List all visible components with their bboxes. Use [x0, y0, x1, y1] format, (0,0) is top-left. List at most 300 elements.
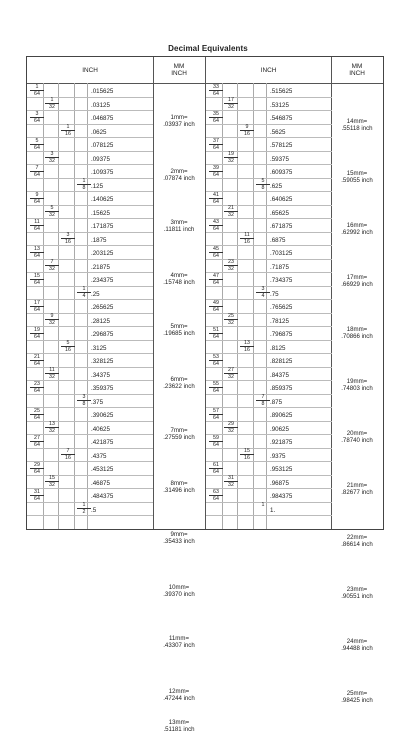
fraction-45-64 [209, 246, 223, 259]
mm-conversion [153, 635, 205, 649]
fraction-denominator: 8 [261, 185, 265, 191]
mm-inch-value: .19685 inch [163, 330, 195, 337]
mm-conversion [331, 638, 383, 652]
row-divider [206, 245, 332, 246]
fraction-denominator: 32 [49, 428, 55, 434]
fraction-numerator: 3 [256, 286, 270, 293]
mm-inch-value: .74803 inch [341, 385, 373, 393]
mm-inch-value: .47244 inch [163, 694, 195, 702]
mm-value: 10mm= [168, 583, 190, 591]
fraction-1-32 [45, 97, 59, 110]
decimal-value: .546875 [270, 115, 293, 122]
fraction-denominator: 64 [34, 225, 40, 232]
fraction-1-8 [77, 178, 91, 191]
mm-inch-value: .31496 inch [163, 486, 195, 494]
fraction-numerator: 29 [30, 462, 44, 469]
decimal-value: .125 [91, 182, 104, 190]
mm-conversion [153, 376, 205, 390]
fraction-19-64 [30, 327, 44, 340]
mm-value: 16mm= [346, 221, 368, 229]
fraction-49-64 [209, 300, 223, 313]
mm-inch-value: .03937 inch [163, 120, 195, 128]
fraction-21-64 [30, 354, 44, 367]
decimal-value: .3125 [91, 344, 107, 352]
mm-conversion [153, 427, 205, 441]
decimal-value: .046875 [91, 115, 114, 122]
fraction-11-32 [45, 367, 59, 380]
fraction-denominator: 2 [82, 509, 86, 515]
decimal-value: .109375 [91, 169, 114, 176]
fraction-denominator: 32 [49, 212, 55, 218]
mm-inch-value: .62992 inch [341, 228, 373, 236]
fraction-59-64 [209, 435, 223, 448]
mm-value: 11mm= [168, 634, 190, 642]
fraction-numerator: 17 [30, 300, 44, 307]
decimal-value: .59375 [270, 155, 289, 163]
row-divider [206, 488, 332, 489]
fraction-7-16 [61, 448, 75, 461]
fraction-numerator: 31 [30, 489, 44, 496]
fraction-11-64 [30, 219, 44, 232]
fraction-numerator: 15 [30, 273, 44, 280]
decimal-value: .734375 [270, 277, 293, 284]
row-divider [27, 299, 153, 300]
row-divider [206, 380, 332, 381]
decimal-value: .0625 [91, 128, 107, 136]
fraction-numerator: 27 [224, 367, 238, 374]
fraction-numerator: 25 [224, 313, 238, 320]
mm-inch-value: .35433 inch [163, 537, 195, 545]
mm-value: 22mm= [346, 533, 368, 541]
fraction-17-32 [224, 97, 238, 110]
decimal-value: .640625 [270, 196, 293, 203]
fraction-denominator: 32 [228, 104, 234, 110]
row-divider [27, 245, 153, 246]
fraction-denominator: 32 [228, 212, 234, 218]
row-divider [27, 461, 153, 462]
mm-inch-header-label: INCH [171, 70, 187, 77]
fraction-numerator: 5 [30, 138, 44, 145]
fraction-numerator: 9 [240, 124, 254, 131]
fraction-denominator: 8 [261, 401, 265, 407]
fraction-3-32 [45, 151, 59, 164]
fraction-denominator: 4 [82, 293, 86, 299]
fraction-denominator: 64 [34, 306, 40, 313]
fraction-numerator: 23 [224, 259, 238, 266]
row-divider [206, 461, 332, 462]
mm-conversion [153, 168, 205, 182]
fraction-7-8 [256, 394, 270, 407]
row-divider [27, 191, 153, 192]
mm-inch-value: .66929 inch [341, 281, 373, 289]
fraction-27-64 [30, 435, 44, 448]
decimal-value: .078125 [91, 142, 114, 149]
fraction-denominator: 64 [34, 441, 40, 448]
mm-value: 17mm= [346, 274, 368, 282]
fraction-denominator: 16 [65, 347, 71, 353]
fraction-numerator: 43 [209, 219, 223, 226]
fraction-denominator: 32 [228, 428, 234, 434]
fraction-denominator: 8 [82, 401, 86, 407]
fraction-denominator: 16 [244, 455, 250, 461]
row-divider [27, 340, 153, 341]
fraction-numerator: 13 [45, 421, 59, 428]
decimal-value: .75 [270, 290, 279, 298]
fraction-31-64 [30, 489, 44, 502]
fraction-numerator: 63 [209, 489, 223, 496]
fraction-27-32 [224, 367, 238, 380]
mm-conversion [331, 118, 383, 132]
fraction-denominator: 32 [228, 320, 234, 326]
fraction-denominator: 64 [34, 144, 40, 151]
mm-conversion [331, 274, 383, 288]
mm-conversion [331, 326, 383, 340]
decimal-value: .65625 [270, 209, 289, 217]
decimal-value: .140625 [91, 196, 114, 203]
decimal-value: .8125 [270, 344, 286, 352]
row-divider [206, 407, 332, 408]
mm-value: 6mm= [170, 375, 188, 383]
fraction-denominator: 64 [213, 414, 219, 421]
decimal-value: .625 [270, 182, 283, 190]
mm-header-left [153, 57, 205, 83]
fraction-43-64 [209, 219, 223, 232]
fraction-7-32 [45, 259, 59, 272]
fraction-denominator: 64 [213, 144, 219, 151]
fraction-11-16 [240, 232, 254, 245]
fraction-numerator: 19 [30, 327, 44, 334]
fraction-numerator: 21 [224, 205, 238, 212]
fraction-29-32 [224, 421, 238, 434]
fraction-numerator: 5 [61, 340, 75, 347]
row-divider [27, 124, 153, 125]
row-divider [27, 164, 153, 165]
fraction-numerator: 1 [77, 286, 91, 293]
fraction-numerator: 23 [30, 381, 44, 388]
fraction-47-64 [209, 273, 223, 286]
mm-inch-value: .70866 inch [341, 332, 373, 340]
fraction-23-64 [30, 381, 44, 394]
fraction-numerator: 21 [30, 354, 44, 361]
mm-inch-header-label: INCH [349, 70, 365, 77]
fraction-numerator: 59 [209, 435, 223, 442]
mm-conversion [331, 690, 383, 704]
row-divider [206, 272, 332, 273]
fraction-51-64 [209, 327, 223, 340]
mm-inch-value: .86614 inch [341, 540, 373, 548]
fraction-numerator: 7 [61, 448, 75, 455]
fraction-numerator: 3 [45, 151, 59, 158]
fraction-numerator: 7 [30, 165, 44, 172]
decimal-value: .28125 [91, 317, 110, 325]
fraction-denominator: 8 [82, 185, 86, 191]
decimal-value: .1875 [91, 236, 107, 244]
fraction-1-64 [30, 84, 44, 97]
mm-header-right [331, 57, 383, 83]
fraction-denominator: 64 [213, 117, 219, 124]
mm-conversion [153, 584, 205, 598]
mm-value: 9mm= [170, 530, 188, 538]
fraction-denominator [256, 508, 270, 514]
row-divider [27, 232, 153, 233]
fraction-numerator: 9 [45, 313, 59, 320]
fraction-denominator: 16 [65, 131, 71, 137]
fraction-numerator: 11 [45, 367, 59, 374]
decimal-value: .5 [91, 506, 97, 514]
fraction-17-64 [30, 300, 44, 313]
fraction-denominator: 16 [244, 131, 250, 137]
column-divider [153, 57, 154, 529]
mm-inch-value: .82677 inch [341, 489, 373, 497]
row-divider [27, 218, 153, 219]
fraction-5-64 [30, 138, 44, 151]
fraction-53-64 [209, 354, 223, 367]
fraction-1-16 [61, 124, 75, 137]
fraction-denominator: 64 [213, 495, 219, 502]
row-divider [27, 488, 153, 489]
mm-conversion [153, 323, 205, 337]
decimal-value: .296875 [91, 331, 114, 338]
decimal-value: .6875 [270, 236, 286, 244]
decimal-value: .375 [91, 398, 104, 406]
mm-inch-value: .55118 inch [341, 124, 373, 132]
mm-inch-value: .59055 inch [341, 177, 373, 185]
fraction-numerator: 37 [209, 138, 223, 145]
fraction-35-64 [209, 111, 223, 124]
fraction-denominator: 32 [228, 482, 234, 488]
mm-inch-value: .51181 inch [163, 725, 195, 733]
mm-inch-value: .43307 inch [163, 641, 195, 649]
mm-value: 25mm= [346, 690, 368, 698]
mm-value: 7mm= [170, 426, 188, 434]
fraction-numerator: 1 [61, 124, 75, 131]
mm-conversion [331, 534, 383, 548]
fraction-denominator: 16 [244, 347, 250, 353]
row-divider [27, 137, 153, 138]
fraction-denominator: 64 [34, 279, 40, 286]
row-divider [206, 124, 332, 125]
mm-value: 20mm= [346, 429, 368, 437]
mm-value: 8mm= [170, 479, 188, 487]
fraction-denominator: 64 [34, 360, 40, 367]
mm-value: 3mm= [170, 219, 188, 227]
fraction-1-1 [256, 502, 270, 514]
mm-conversion [331, 430, 383, 444]
decimal-value: .703125 [270, 250, 293, 257]
fraction-denominator: 64 [34, 387, 40, 394]
fraction-denominator: 64 [34, 117, 40, 124]
fraction-numerator: 51 [209, 327, 223, 334]
decimal-value: .796875 [270, 331, 293, 338]
decimal-value: .875 [270, 398, 283, 406]
row-divider [206, 448, 332, 449]
mm-conversion [153, 114, 205, 128]
row-divider [206, 164, 332, 165]
fraction-denominator: 64 [213, 333, 219, 340]
decimal-value: .609375 [270, 169, 293, 176]
mm-value: 19mm= [346, 378, 368, 386]
mm-inch-value: .15748 inch [163, 278, 195, 286]
mm-conversion [331, 586, 383, 600]
mm-conversion [331, 170, 383, 184]
mm-value: 24mm= [346, 637, 368, 645]
mm-conversion [153, 531, 205, 545]
fraction-denominator: 64 [213, 279, 219, 286]
decimal-value: .265625 [91, 304, 114, 311]
mm-value: 14mm= [346, 117, 368, 125]
decimal-value: .34375 [91, 371, 110, 379]
fraction-numerator: 5 [45, 205, 59, 212]
mm-header-label: MM [173, 63, 185, 70]
fraction-numerator: 49 [209, 300, 223, 307]
decimal-value: .71875 [270, 263, 289, 271]
fraction-5-16 [61, 340, 75, 353]
fraction-29-64 [30, 462, 44, 475]
mm-conversion [153, 219, 205, 233]
fraction-7-64 [30, 165, 44, 178]
fraction-61-64 [209, 462, 223, 475]
fraction-denominator: 32 [228, 158, 234, 164]
mm-value: 15mm= [346, 170, 368, 178]
mm-value: 2mm= [170, 167, 188, 175]
mm-value: 21mm= [346, 482, 368, 490]
mm-inch-value: .39370 inch [163, 590, 195, 598]
decimal-value: .15625 [91, 209, 110, 217]
mm-conversion [331, 378, 383, 392]
fraction-numerator: 57 [209, 408, 223, 415]
fraction-denominator: 64 [213, 198, 219, 205]
decimal-value: .921875 [270, 439, 293, 446]
row-divider [27, 515, 153, 516]
decimal-value: .53125 [270, 101, 289, 109]
column-divider [205, 57, 206, 529]
fraction-25-32 [224, 313, 238, 326]
mm-conversion [153, 480, 205, 494]
fraction-denominator: 64 [34, 198, 40, 205]
fraction-denominator: 64 [34, 90, 40, 97]
row-divider [27, 407, 153, 408]
mm-inch-value: .23622 inch [163, 382, 195, 390]
row-divider [206, 232, 332, 233]
fraction-numerator: 29 [224, 421, 238, 428]
row-divider [206, 434, 332, 435]
fraction-13-16 [240, 340, 254, 353]
fraction-13-64 [30, 246, 44, 259]
fraction-numerator: 31 [224, 475, 238, 482]
decimal-value: .859375 [270, 385, 293, 392]
fraction-denominator: 64 [213, 360, 219, 367]
decimal-equivalents-table [26, 56, 384, 733]
fraction-numerator: 33 [209, 84, 223, 91]
fraction-denominator: 64 [34, 468, 40, 475]
decimal-value: .203125 [91, 250, 114, 257]
row-divider [27, 380, 153, 381]
decimal-value: .328125 [91, 358, 114, 365]
decimal-value: .03125 [91, 101, 110, 109]
decimal-value: .828125 [270, 358, 293, 365]
decimal-value: .84375 [270, 371, 289, 379]
decimal-value: .953125 [270, 466, 293, 473]
fraction-55-64 [209, 381, 223, 394]
fraction-numerator: 1 [30, 84, 44, 91]
fraction-5-8 [256, 178, 270, 191]
fraction-denominator: 32 [49, 158, 55, 164]
fraction-denominator: 32 [49, 266, 55, 272]
fraction-denominator: 4 [261, 293, 265, 299]
fraction-numerator: 3 [77, 394, 91, 401]
fraction-numerator: 11 [240, 232, 254, 239]
fraction-numerator: 27 [30, 435, 44, 442]
fraction-denominator: 32 [49, 374, 55, 380]
row-divider [206, 340, 332, 341]
fraction-57-64 [209, 408, 223, 421]
fraction-denominator: 32 [49, 104, 55, 110]
fraction-numerator: 13 [240, 340, 254, 347]
page-title: Decimal Equivalents [168, 44, 248, 53]
row-divider [206, 299, 332, 300]
fraction-denominator: 16 [65, 239, 71, 245]
decimal-value: .453125 [91, 466, 114, 473]
decimal-value: 1. [270, 506, 276, 514]
fraction-19-32 [224, 151, 238, 164]
fraction-5-32 [45, 205, 59, 218]
row-divider [27, 448, 153, 449]
fraction-9-16 [240, 124, 254, 137]
fraction-3-64 [30, 111, 44, 124]
inch-header-right [206, 57, 331, 83]
fraction-denominator: 64 [34, 171, 40, 178]
fraction-numerator: 13 [30, 246, 44, 253]
fraction-denominator: 16 [65, 455, 71, 461]
fraction-numerator: 15 [240, 448, 254, 455]
row-divider [206, 326, 332, 327]
decimal-value: .578125 [270, 142, 293, 149]
fraction-23-32 [224, 259, 238, 272]
fraction-numerator: 19 [224, 151, 238, 158]
row-divider [206, 353, 332, 354]
fraction-numerator: 61 [209, 462, 223, 469]
mm-inch-value: .11811 inch [163, 226, 195, 234]
decimal-value: .390625 [91, 412, 114, 419]
mm-value: 5mm= [170, 323, 188, 330]
fraction-25-64 [30, 408, 44, 421]
fraction-37-64 [209, 138, 223, 151]
decimal-value: .765625 [270, 304, 293, 311]
fraction-numerator: 35 [209, 111, 223, 118]
decimal-value: .21875 [91, 263, 110, 271]
fraction-15-32 [45, 475, 59, 488]
fraction-39-64 [209, 165, 223, 178]
fraction-3-4 [256, 286, 270, 299]
fraction-denominator: 64 [34, 252, 40, 259]
fraction-denominator: 64 [34, 333, 40, 340]
inch-header-label: INCH [82, 66, 98, 74]
mm-value: 4mm= [170, 271, 188, 279]
fraction-numerator: 15 [45, 475, 59, 482]
decimal-value: .96875 [270, 479, 289, 487]
fraction-numerator: 11 [30, 219, 44, 226]
inch-header-label: INCH [260, 66, 277, 74]
fraction-numerator: 17 [224, 97, 238, 104]
fraction-13-32 [45, 421, 59, 434]
fraction-denominator: 32 [228, 266, 234, 272]
decimal-value: .484375 [91, 493, 114, 500]
fraction-numerator: 45 [209, 246, 223, 253]
row-divider [27, 272, 153, 273]
fraction-3-8 [77, 394, 91, 407]
fraction-denominator: 32 [49, 320, 55, 326]
decimal-value: .359375 [91, 385, 114, 392]
